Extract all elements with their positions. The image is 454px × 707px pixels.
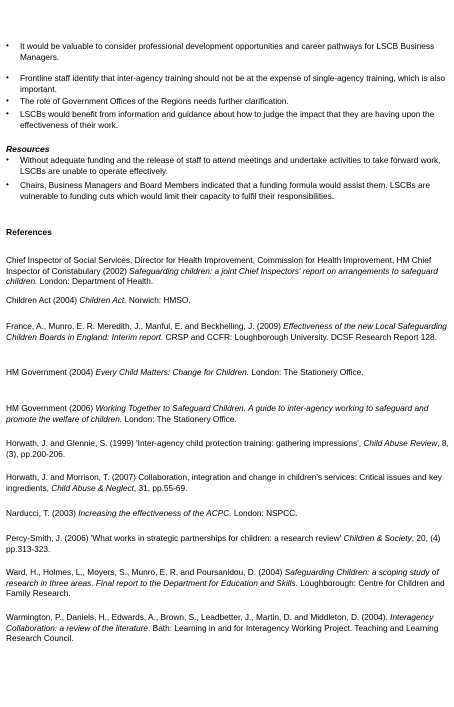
bullet-item: • The role of Government Offices of the Regions needs further clarification. bbox=[6, 96, 289, 106]
reference-entry: Narducci, T. (2003) Increasing the effectiveness of the ACPC. London: NSPCC. bbox=[6, 508, 298, 518]
reference-entry: France, A., Munro, E. R. Meredith, J., Manful, E. and Beckhelling, J. (2009) Effectiveness of the new Local Safeguarding Children Boards in England: Interim report. CRSP and CCFR: Loughborough University. DCSF Research Report 128. bbox=[6, 321, 447, 342]
bullet-item: • Frontline staff identify that inter-agency training should not be at the expense of single-agency training, which is also important. bbox=[6, 73, 446, 94]
bullet-item: • Without adequate funding and the release of staff to attend meetings and undertake activities to take forward work, LSCBs are unable to operate effectively. bbox=[6, 155, 441, 176]
reference-entry: Children Act (2004) Children Act. Norwich: HMSO. bbox=[6, 295, 191, 305]
reference-entry: Horwath, J. and Morrison, T. (2007) Collaboration, integration and change in children's services: Critical issues and key ingredients, Child Abuse & Neglect, 31, pp.55-69. bbox=[6, 472, 442, 493]
reference-entry: Ward, H., Holmes, L., Moyers, S., Munro, E. R. and Poursanidou, D. (2004) Safeguarding Children: a scoping study of research in three areas. Final report to the Department for Education and Skills. Loughborough: Centre for Children and Family Research. bbox=[6, 567, 445, 599]
reference-entry: Percy-Smith, J. (2006) 'What works in strategic partnerships for children: a research review' Children & Society, 20, (4) pp.313-323. bbox=[6, 533, 441, 554]
reference-entry: HM Government (2004) Every Child Matters: Change for Children. London: The Stationery Office. bbox=[6, 367, 364, 377]
bullet-item: • Chairs, Business Managers and Board Members indicated that a funding formula would assist them. LSCBs are vulnerable to funding cuts which would limit their capacity to fulfil their responsibilities. bbox=[6, 180, 430, 201]
reference-entry: HM Government (2006) Working Together to Safeguard Children. A guide to inter-agency working to safeguard and promote the welfare of children. London: The Stationery Office. bbox=[6, 403, 429, 424]
bullet-item: • LSCBs would benefit from information and guidance about how to judge the impact that they are having upon the effectiveness of their work. bbox=[6, 109, 435, 130]
references-heading: References bbox=[6, 227, 52, 237]
reference-entry: Chief Inspector of Social Services, Director for Health Improvement, Commission for Health Improvement, HM Chief Inspector of Constabulary (2002) Safeguarding children: a joint Chief Inspectors' report on arrangements to safeguard children. London: Department of Health. bbox=[6, 255, 438, 287]
bullet-item: • It would be valuable to consider professional development opportunities and career pathways for LSCB Business Managers. bbox=[6, 41, 435, 62]
resources-heading: Resources bbox=[6, 144, 50, 154]
reference-entry: Warmington, P., Daniels, H., Edwards, A., Brown, S., Leadbetter, J., Martin, D. and Middleton, D. (2004). Interagency Collaboration: a review of the literature. Bath: Learning in and for Interagency Working Project. Teaching and Learning Research Council. bbox=[6, 612, 439, 644]
reference-entry: Horwath, J. and Glennie, S. (1999) 'Inter-agency child protection training: gathering impressions', Child Abuse Review, 8, (3), pp.200-206. bbox=[6, 438, 449, 459]
